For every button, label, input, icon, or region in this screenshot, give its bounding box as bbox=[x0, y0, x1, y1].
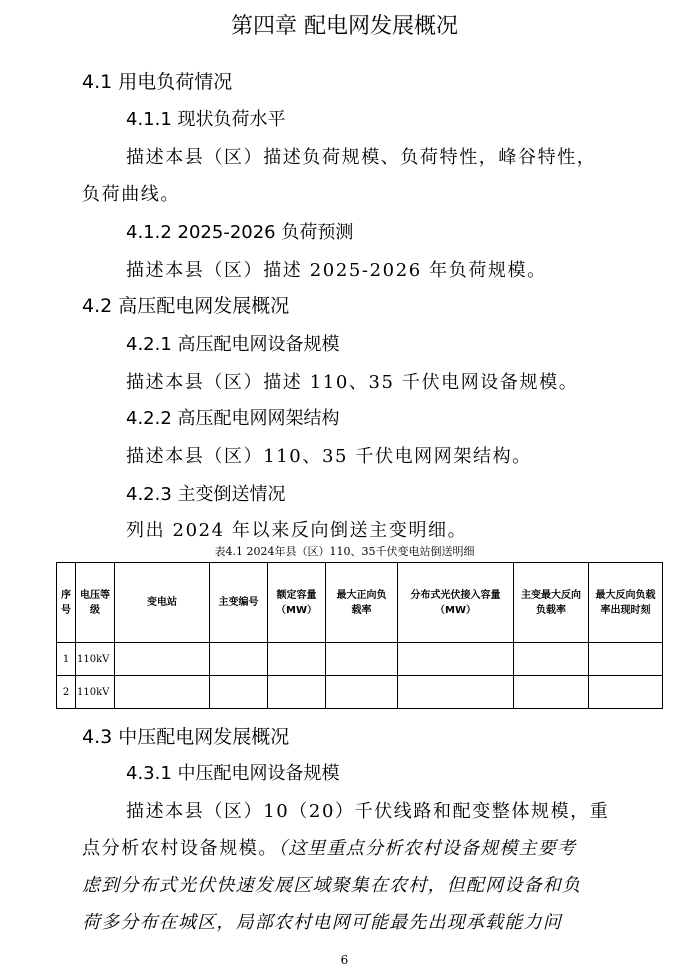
section-4-2-heading: 4.2 高压配电网发展概况 bbox=[82, 295, 290, 317]
header-reverse-time: 最大反向负载 率出现时刻 bbox=[589, 563, 663, 643]
header-rated-capacity: 额定容量 （MW） bbox=[268, 563, 326, 643]
table-caption: 表4.1 2024年县（区）110、35千伏变电站倒送明细 bbox=[214, 545, 475, 558]
table-row bbox=[57, 643, 663, 676]
cell-empty bbox=[589, 643, 663, 676]
cell-empty bbox=[326, 676, 398, 709]
paragraph-4-1-2: 描述本县（区）描述 2025-2026 年负荷规模。 bbox=[126, 260, 547, 281]
section-4-1-2-heading: 4.1.2 2025-2026 负荷预测 bbox=[126, 222, 354, 243]
table-header-row bbox=[57, 563, 663, 643]
chapter-title: 第四章 配电网发展概况 bbox=[231, 14, 458, 39]
header-pv-capacity: 分布式光伏接入容量 （MW） bbox=[398, 563, 514, 643]
paragraph-4-1-1-line1: 描述本县（区）描述负荷规模、负荷特性，峰谷特性， bbox=[126, 147, 597, 168]
cell-empty bbox=[210, 676, 268, 709]
paragraph-4-1-1-line2: 负荷曲线。 bbox=[82, 184, 180, 205]
section-4-3-1-heading: 4.3.1 中压配电网设备规模 bbox=[126, 763, 340, 784]
cell-empty bbox=[115, 643, 210, 676]
section-4-1-heading: 4.1 用电负荷情况 bbox=[82, 71, 233, 93]
cell-empty bbox=[398, 676, 514, 709]
cell-empty bbox=[210, 643, 268, 676]
paragraph-4-2-1: 描述本县（区）描述 110、35 千伏电网设备规模。 bbox=[126, 372, 579, 393]
page-number: 6 bbox=[340, 953, 349, 967]
paragraph-4-2-3: 列出 2024 年以来反向倒送主变明细。 bbox=[126, 520, 468, 541]
paragraph-4-3-1-line2 bbox=[82, 834, 576, 860]
substation-reverse-table bbox=[56, 562, 663, 709]
header-substation: 变电站 bbox=[115, 563, 210, 643]
cell-empty bbox=[514, 676, 589, 709]
section-4-1-1-heading: 4.1.1 现状负荷水平 bbox=[126, 109, 286, 130]
cell-empty bbox=[398, 643, 514, 676]
note-line3: 荷多分布在城区，局部农村电网可能最先出现承载能力问 bbox=[82, 912, 562, 933]
cell-voltage: 110kV bbox=[76, 676, 115, 709]
cell-voltage: 110kV bbox=[76, 643, 115, 676]
table-row bbox=[57, 676, 663, 709]
section-4-2-3-heading: 4.2.3 主变倒送情况 bbox=[126, 484, 286, 505]
paragraph-4-2-2: 描述本县（区）110、35 千伏电网网架结构。 bbox=[126, 446, 532, 467]
cell-empty bbox=[268, 643, 326, 676]
section-4-2-1-heading: 4.2.1 高压配电网设备规模 bbox=[126, 334, 340, 355]
paragraph-4-3-1-line1: 描述本县（区）10（20）千伏线路和配变整体规模，重 bbox=[126, 801, 610, 822]
section-4-3-heading: 4.3 中压配电网发展概况 bbox=[82, 726, 290, 748]
cell-empty bbox=[326, 643, 398, 676]
cell-empty bbox=[514, 643, 589, 676]
paragraph-4-3-1-line2-text: 点分析农村设备规模。 bbox=[82, 838, 278, 859]
header-voltage: 电压等 级 bbox=[76, 563, 115, 643]
header-seq: 序 号 bbox=[57, 563, 76, 643]
note-line2: 虑到分布式光伏快速发展区域聚集在农村，但配网设备和负 bbox=[82, 875, 582, 896]
cell-seq: 2 bbox=[57, 676, 76, 709]
note-inline: （这里重点分析农村设备规模主要考 bbox=[278, 838, 577, 859]
cell-empty bbox=[268, 676, 326, 709]
cell-empty bbox=[589, 676, 663, 709]
header-max-forward-load: 最大正向负 载率 bbox=[326, 563, 398, 643]
section-4-2-2-heading: 4.2.2 高压配电网网架结构 bbox=[126, 408, 340, 429]
cell-empty bbox=[115, 676, 210, 709]
cell-seq: 1 bbox=[57, 643, 76, 676]
header-transformer-id: 主变编号 bbox=[210, 563, 268, 643]
header-max-reverse-load: 主变最大反向 负载率 bbox=[514, 563, 589, 643]
